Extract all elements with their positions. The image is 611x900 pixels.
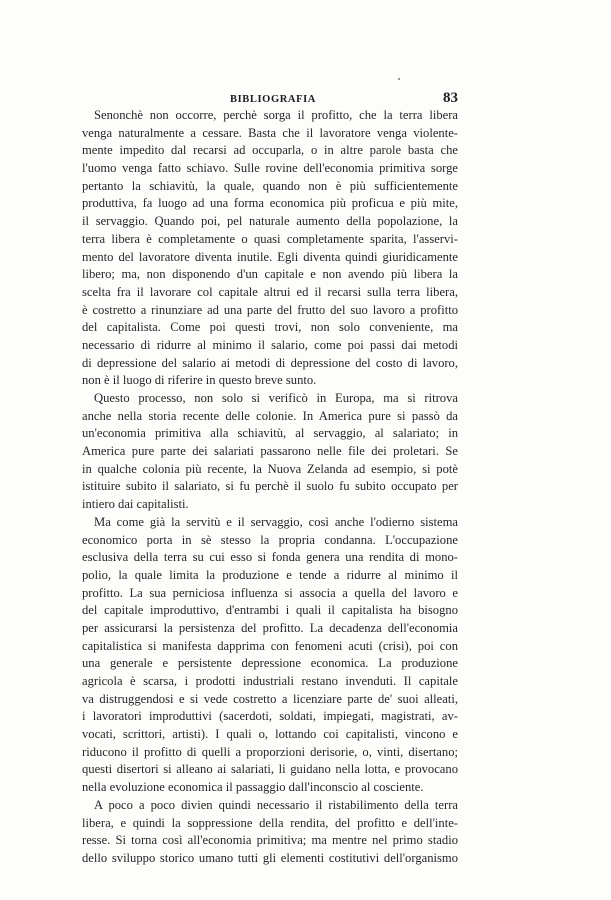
text-line: il servaggio. Quando poi, pel naturale aumento della popolazione, la bbox=[82, 214, 458, 229]
text-line: nella evoluzione economica il passaggio dall'inconscio al cosciente. bbox=[82, 780, 424, 795]
text-line: Ma come già la servitù e il servaggio, così anche l'odierno sistema bbox=[94, 514, 458, 529]
paragraph-2 bbox=[82, 390, 458, 514]
text-line: vocati, scrittori, artisti). I quali o, lottando coi capitalisti, vincono e bbox=[82, 727, 458, 742]
text-line: pertanto la schiavitù, la quale, quando non è più sufficientemente bbox=[82, 178, 458, 193]
text-line: è costretto a rinunziare ad una parte del frutto del suo lavoro a profitto bbox=[82, 302, 458, 317]
text-line: necessario di ridurre al minimo il salario, come poi passi dai metodi bbox=[82, 337, 458, 352]
text-line: esclusiva della terra su cui esso si fonda genera una rendita di mono- bbox=[82, 550, 458, 565]
text-line: l'uomo venga fatto schiavo. Sulle rovine dell'economia primitiva sorge bbox=[82, 161, 458, 176]
text-line: va distruggendosi e si vede costretto a licenziare parte de' suoi alleati, bbox=[82, 691, 458, 706]
paragraph-1 bbox=[82, 107, 458, 390]
text-line: mente impedito dal recarsi ad occuparla, o in altre parole basta che bbox=[82, 143, 458, 158]
text-line: anche nella storia recente delle colonie. In America pure si passò da bbox=[82, 408, 458, 423]
text-line: di depressione del salario ai metodi di depressione del costo di lavoro, bbox=[82, 355, 458, 370]
text-line: i lavoratori improduttivi (sacerdoti, soldati, impiegati, magistrati, av- bbox=[82, 709, 458, 724]
text-line: agricola è scarsa, i prodotti industriali restano invenduti. Il capitale bbox=[82, 674, 458, 688]
text-line: economico porta in sè stesso la propria condanna. L'occupazione bbox=[82, 532, 458, 547]
text-line: istituire subito il salariato, si fu perchè il suolo fu subito occupato per bbox=[82, 479, 458, 494]
body-text bbox=[82, 107, 458, 868]
text-line: profitto. La sua perniciosa influenza si associa a quella del lavoro e bbox=[82, 585, 458, 600]
text-line: non è il luogo di riferire in questo breve sunto. bbox=[82, 373, 317, 388]
text-line: A poco a poco divien quindi necessario il ristabilimento della terra bbox=[94, 797, 458, 812]
text-line: mento del lavoratore diventa inutile. Egli diventa quindi giuridicamente bbox=[82, 249, 458, 264]
text-line: dello sviluppo storico umano tutti gli elementi costitutivi dell'organismo bbox=[82, 850, 458, 865]
text-line: una generale e persistente depressione economica. La produzione bbox=[82, 656, 458, 671]
text-line: questi disertori si alleano ai salariati, li guidano nella lotta, e provocano bbox=[82, 762, 458, 777]
text-line: per assicurarsi la persistenza del profitto. La decadenza dell'economia bbox=[82, 620, 458, 635]
text-line: riducono il profitto di quelli a proporzioni derisorie, o, vinti, disertano; bbox=[82, 744, 458, 759]
text-line: Senonchè non occorre, perchè sorga il profitto, che la terra libera bbox=[94, 108, 458, 122]
page-number: 83 bbox=[443, 90, 458, 106]
text-line: produttiva, fa luogo ad una forma economica più proficua e più mite, bbox=[82, 196, 458, 211]
text-line: capitalistica si manifesta dapprima con fenomeni acuti (crisi), poi con bbox=[82, 638, 458, 653]
paper-speck bbox=[398, 78, 400, 80]
text-line: libera, e quindi la soppressione della rendita, del profitto e dell'inte- bbox=[82, 815, 458, 830]
text-line: libero; ma, non disponendo d'un capitale e non avendo più libera la bbox=[82, 267, 458, 282]
text-line: intiero dai capitalisti. bbox=[82, 497, 189, 512]
text-line: resse. Si torna così all'economia primitiva; ma mentre nel primo stadio bbox=[82, 833, 458, 848]
text-line: terra libera è completamente o quasi completamente sparita, l'asservi- bbox=[82, 231, 458, 246]
text-line: del capitalista. Come poi questi trovi, non solo conveniente, ma bbox=[82, 320, 458, 335]
paragraph-3 bbox=[82, 514, 458, 797]
paragraph-4 bbox=[82, 797, 458, 868]
text-line: Questo processo, non solo si verificò in Europa, ma si ritrova bbox=[94, 391, 458, 405]
text-line: del capitale improduttivo, d'entrambi i quali il capitalista ha bisogno bbox=[82, 603, 458, 618]
text-line: polio, la quale limita la produzione e tende a ridurre al minimo il bbox=[82, 567, 458, 582]
text-line: un'economia primitiva alla schiavitù, al servaggio, al salariato; in bbox=[82, 426, 458, 441]
running-title: BIBLIOGRAFIA bbox=[230, 94, 316, 105]
text-line: venga naturalmente a cessare. Basta che il lavoratore venga violente- bbox=[82, 125, 458, 140]
text-line: in qualche colonia più recente, la Nuova Zelanda ad esempio, si potè bbox=[82, 461, 458, 476]
text-line: America pure parte dei salariati passarono nelle file dei proletari. Se bbox=[82, 444, 458, 459]
text-line: scelta fra il lavorare col capitale altrui ed il recarsi sulla terra libera, bbox=[82, 284, 458, 299]
